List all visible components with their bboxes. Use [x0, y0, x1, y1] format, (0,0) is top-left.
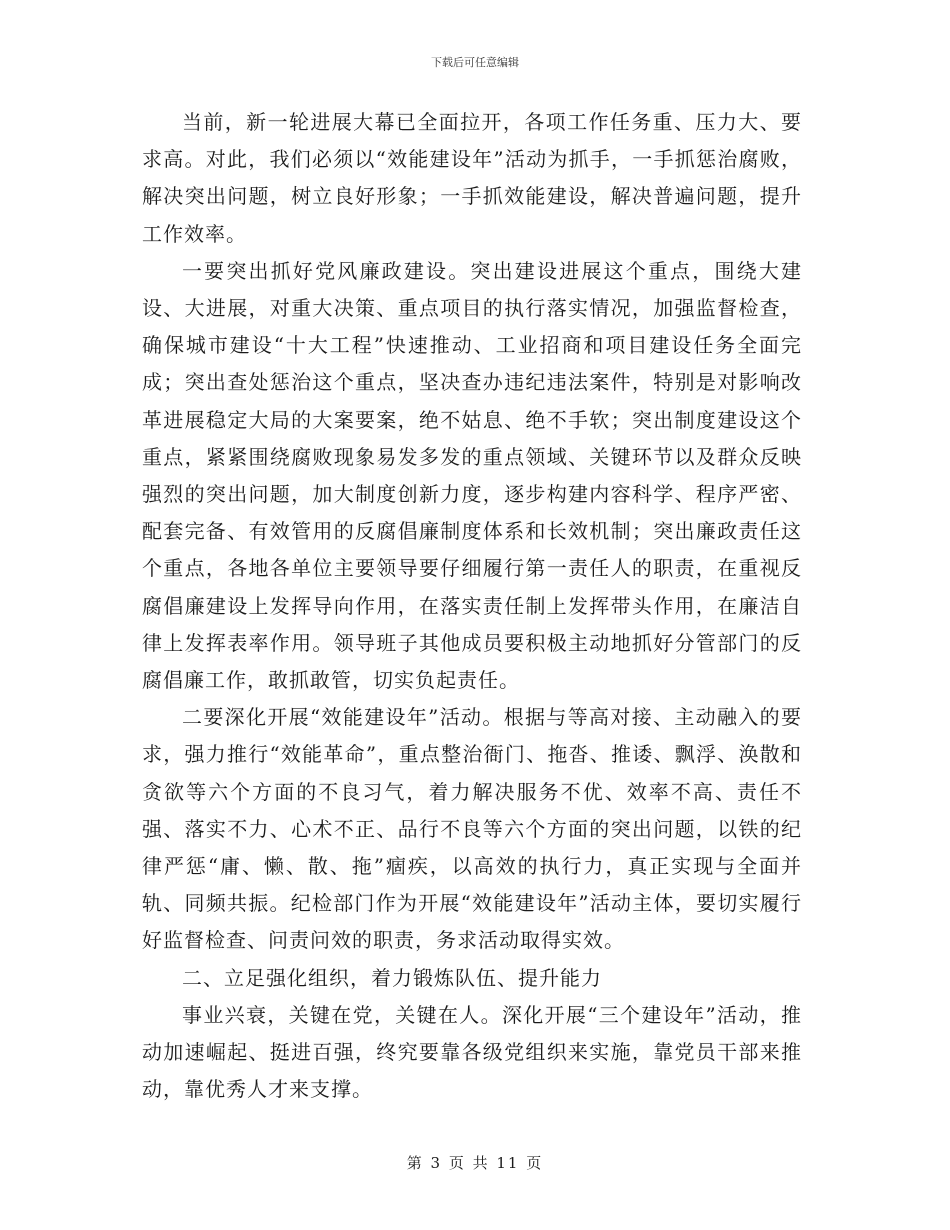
section-heading: 二、立足强化组织，着力锻炼队伍、提升能力: [182, 965, 602, 990]
paragraph-intro: 当前，新一轮进展大幕已全面拉开，各项工作任务重、压力大、要求高。对此，我们必须以“效能建设年”活动为抓手，一手抓惩治腐败，解决突出问题，树立良好形象；一手抓效能建设，解决普遍问题，提升工作效率。: [142, 110, 802, 246]
paragraph-efficiency-year: 二要深化开展“效能建设年”活动。根据与等高对接、主动融入的要求，强力推行“效能革命”，重点整治衙门、拖沓、推诿、飘浮、涣散和贪欲等六个方面的不良习气，着力解决服务不优、效率不高、责任不强、落实不力、心术不正、品行不良等六个方面的突出问题，以铁的纪律严惩“庸、懒、散、拖”痼疾，以高效的执行力，真正实现与全面并轨、同频共振。纪检部门作为开展“效能建设年”活动主体，要切实履行好监督检查、问责问效的职责，务求活动取得实效。: [142, 705, 802, 953]
paragraph-party-conduct: 一要突出抓好党风廉政建设。突出建设进展这个重点，围绕大建设、大进展，对重大决策、重点项目的执行落实情况，加强监督检查，确保城市建设“十大工程”快速推动、工业招商和项目建设任务全面完成；突出查处惩治这个重点，坚决查办违纪违法案件，特别是对影响改革进展稳定大局的大案要案，绝不姑息、绝不手软；突出制度建设这个重点，紧紧围绕腐败现象易发多发的重点领域、关键环节以及群众反映强烈的突出问题，加大制度创新力度，逐步构建内容科学、程序严密、配套完备、有效管用的反腐倡廉制度体系和长效机制；突出廉政责任这个重点，各地各单位主要领导要仔细履行第一责任人的职责，在重视反腐倡廉建设上发挥导向作用，在落实责任制上发挥带头作用，在廉洁自律上发挥表率作用。领导班子其他成员要积极主动地抓好分管部门的反腐倡廉工作，敢抓敢管，切实负起责任。: [142, 258, 802, 693]
page-header: 下载后可任意编辑: [431, 56, 519, 69]
document-body: [142, 104, 802, 1108]
paragraph-organization: 事业兴衰，关键在党，关键在人。深化开展“三个建设年”活动，推动加速崛起、挺进百强，终究要靠各级党组织来实施，靠党员干部来推动，靠优秀人才来支撑。: [142, 1002, 802, 1102]
page-number: 第 3 页 共 11 页: [406, 1154, 544, 1172]
